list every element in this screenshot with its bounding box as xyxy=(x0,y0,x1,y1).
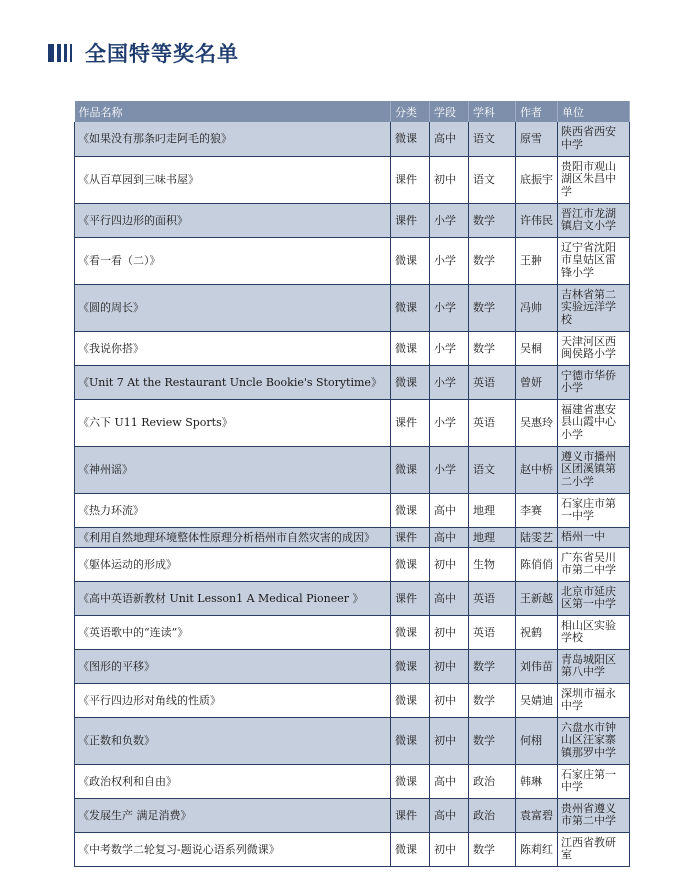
cell-work-name: 《看一看（二）》 xyxy=(75,237,391,284)
cell-author: 刘伟苗 xyxy=(516,649,558,683)
cell-stage: 小学 xyxy=(430,284,469,331)
cell-stage: 高中 xyxy=(430,527,469,547)
table-row xyxy=(75,581,630,615)
cell-category: 微课 xyxy=(391,649,430,683)
cell-subject: 英语 xyxy=(469,615,516,649)
cell-unit: 贵州省遵义市第二中学 xyxy=(558,798,630,832)
cell-unit: 梧州一中 xyxy=(558,527,630,547)
cell-category: 微课 xyxy=(391,122,430,156)
cell-work-name: 《正数和负数》 xyxy=(75,717,391,764)
cell-author: 陈俏俏 xyxy=(516,547,558,581)
cell-subject: 语文 xyxy=(469,122,516,156)
cell-category: 课件 xyxy=(391,798,430,832)
cell-work-name: 《政治权利和自由》 xyxy=(75,764,391,798)
cell-unit: 贵阳市观山湖区朱昌中学 xyxy=(558,156,630,203)
cell-author: 赵中桥 xyxy=(516,446,558,493)
cell-work-name: 《热力环流》 xyxy=(75,493,391,527)
header-stage: 学段 xyxy=(430,101,469,122)
cell-author: 袁富碧 xyxy=(516,798,558,832)
table-row xyxy=(75,649,630,683)
cell-author: 陆雯艺 xyxy=(516,527,558,547)
table-row xyxy=(75,365,630,399)
cell-unit: 石家庄市第一中学 xyxy=(558,493,630,527)
cell-work-name: 《平行四边形的面积》 xyxy=(75,203,391,237)
award-table xyxy=(74,101,630,867)
table-row xyxy=(75,615,630,649)
cell-category: 微课 xyxy=(391,365,430,399)
table-row xyxy=(75,717,630,764)
header-unit: 单位 xyxy=(558,101,630,122)
table-row xyxy=(75,493,630,527)
heading-bars-icon xyxy=(48,44,75,62)
cell-author: 何栩 xyxy=(516,717,558,764)
cell-category: 微课 xyxy=(391,764,430,798)
cell-stage: 高中 xyxy=(430,798,469,832)
cell-work-name: 《从百草园到三味书屋》 xyxy=(75,156,391,203)
cell-category: 微课 xyxy=(391,446,430,493)
table-row xyxy=(75,284,630,331)
cell-unit: 天津河区西闽侯路小学 xyxy=(558,331,630,365)
section-heading xyxy=(48,36,239,70)
cell-category: 微课 xyxy=(391,615,430,649)
cell-work-name: 《六下 U11 Review Sports》 xyxy=(75,399,391,446)
cell-work-name: 《平行四边形对角线的性质》 xyxy=(75,683,391,717)
cell-author: 原雪 xyxy=(516,122,558,156)
page-title: 全国特等奖名单 xyxy=(85,42,239,66)
cell-stage: 初中 xyxy=(430,547,469,581)
table-row xyxy=(75,399,630,446)
cell-unit: 辽宁省沈阳市皇姑区雷锋小学 xyxy=(558,237,630,284)
cell-author: 许伟民 xyxy=(516,203,558,237)
cell-stage: 小学 xyxy=(430,446,469,493)
cell-category: 课件 xyxy=(391,527,430,547)
cell-unit: 六盘水市钟山区汪家寨镇那罗中学 xyxy=(558,717,630,764)
table-row xyxy=(75,683,630,717)
cell-author: 韩琳 xyxy=(516,764,558,798)
cell-work-name: 《中考数学二轮复习-题说心语系列微课》 xyxy=(75,832,391,866)
cell-stage: 小学 xyxy=(430,399,469,446)
cell-stage: 初中 xyxy=(430,832,469,866)
cell-author: 曾妍 xyxy=(516,365,558,399)
cell-category: 微课 xyxy=(391,284,430,331)
cell-stage: 小学 xyxy=(430,365,469,399)
header-category: 分类 xyxy=(391,101,430,122)
cell-subject: 地理 xyxy=(469,493,516,527)
cell-unit: 广东省吴川市第二中学 xyxy=(558,547,630,581)
table-row xyxy=(75,832,630,866)
cell-work-name: 《图形的平移》 xyxy=(75,649,391,683)
cell-unit: 江西省教研室 xyxy=(558,832,630,866)
cell-subject: 数学 xyxy=(469,717,516,764)
cell-unit: 石家庄第一中学 xyxy=(558,764,630,798)
cell-stage: 初中 xyxy=(430,156,469,203)
cell-stage: 高中 xyxy=(430,764,469,798)
cell-subject: 政治 xyxy=(469,764,516,798)
cell-subject: 生物 xyxy=(469,547,516,581)
cell-unit: 陕西省西安中学 xyxy=(558,122,630,156)
cell-category: 微课 xyxy=(391,547,430,581)
cell-author: 王新越 xyxy=(516,581,558,615)
cell-work-name: 《高中英语新教材 Unit Lesson1 A Medical Pioneer 》 xyxy=(75,581,391,615)
cell-category: 微课 xyxy=(391,331,430,365)
cell-subject: 数学 xyxy=(469,237,516,284)
cell-work-name: 《如果没有那条叼走阿毛的狼》 xyxy=(75,122,391,156)
cell-work-name: 《神州谣》 xyxy=(75,446,391,493)
cell-author: 冯帅 xyxy=(516,284,558,331)
cell-author: 吴惠玲 xyxy=(516,399,558,446)
cell-author: 王翀 xyxy=(516,237,558,284)
cell-category: 课件 xyxy=(391,203,430,237)
cell-work-name: 《我说你搭》 xyxy=(75,331,391,365)
cell-subject: 数学 xyxy=(469,284,516,331)
cell-category: 微课 xyxy=(391,717,430,764)
header-subject: 学科 xyxy=(469,101,516,122)
cell-stage: 初中 xyxy=(430,649,469,683)
cell-subject: 英语 xyxy=(469,399,516,446)
cell-category: 微课 xyxy=(391,832,430,866)
table-row xyxy=(75,446,630,493)
cell-subject: 数学 xyxy=(469,832,516,866)
cell-stage: 小学 xyxy=(430,237,469,284)
cell-subject: 数学 xyxy=(469,203,516,237)
cell-category: 微课 xyxy=(391,493,430,527)
cell-stage: 小学 xyxy=(430,203,469,237)
cell-category: 微课 xyxy=(391,237,430,284)
cell-unit: 遵义市播州区团溪镇第二小学 xyxy=(558,446,630,493)
cell-unit: 福建省惠安县山霞中心小学 xyxy=(558,399,630,446)
cell-author: 吴婧迪 xyxy=(516,683,558,717)
table-row xyxy=(75,527,630,547)
cell-stage: 初中 xyxy=(430,683,469,717)
cell-subject: 政治 xyxy=(469,798,516,832)
cell-work-name: 《圆的周长》 xyxy=(75,284,391,331)
cell-unit: 宁德市华侨小学 xyxy=(558,365,630,399)
cell-subject: 数学 xyxy=(469,683,516,717)
cell-stage: 高中 xyxy=(430,122,469,156)
cell-work-name: 《发展生产 满足消费》 xyxy=(75,798,391,832)
cell-subject: 数学 xyxy=(469,649,516,683)
cell-stage: 高中 xyxy=(430,493,469,527)
cell-work-name: 《Unit 7 At the Restaurant Uncle Bookie's Storytime》 xyxy=(75,365,391,399)
cell-stage: 初中 xyxy=(430,615,469,649)
cell-subject: 语文 xyxy=(469,156,516,203)
cell-author: 李赛 xyxy=(516,493,558,527)
cell-category: 课件 xyxy=(391,399,430,446)
table-row xyxy=(75,764,630,798)
table-row xyxy=(75,237,630,284)
cell-stage: 小学 xyxy=(430,331,469,365)
cell-unit: 吉林省第二实验远洋学校 xyxy=(558,284,630,331)
table-body xyxy=(75,122,630,866)
cell-subject: 地理 xyxy=(469,527,516,547)
header-work-name: 作品名称 xyxy=(75,101,391,122)
cell-author: 底振宇 xyxy=(516,156,558,203)
cell-subject: 英语 xyxy=(469,581,516,615)
table-row xyxy=(75,798,630,832)
table-row xyxy=(75,547,630,581)
cell-unit: 相山区实验学校 xyxy=(558,615,630,649)
cell-category: 课件 xyxy=(391,156,430,203)
cell-subject: 数学 xyxy=(469,331,516,365)
cell-unit: 青岛城阳区第八中学 xyxy=(558,649,630,683)
cell-unit: 深圳市福永中学 xyxy=(558,683,630,717)
cell-author: 陈莉红 xyxy=(516,832,558,866)
table-header-row xyxy=(75,101,630,122)
cell-unit: 北京市延庆区第一中学 xyxy=(558,581,630,615)
cell-subject: 英语 xyxy=(469,365,516,399)
cell-work-name: 《英语歌中的“连读”》 xyxy=(75,615,391,649)
cell-category: 微课 xyxy=(391,683,430,717)
cell-work-name: 《躯体运动的形成》 xyxy=(75,547,391,581)
table-row xyxy=(75,156,630,203)
cell-stage: 初中 xyxy=(430,717,469,764)
cell-subject: 语文 xyxy=(469,446,516,493)
cell-unit: 晋江市龙湖镇启文小学 xyxy=(558,203,630,237)
table-row xyxy=(75,203,630,237)
header-author: 作者 xyxy=(516,101,558,122)
cell-author: 祝鹤 xyxy=(516,615,558,649)
cell-stage: 高中 xyxy=(430,581,469,615)
table-row xyxy=(75,122,630,156)
cell-category: 课件 xyxy=(391,581,430,615)
cell-author: 吴桐 xyxy=(516,331,558,365)
cell-work-name: 《利用自然地理环境整体性原理分析梧州市自然灾害的成因》 xyxy=(75,527,391,547)
table-row xyxy=(75,331,630,365)
